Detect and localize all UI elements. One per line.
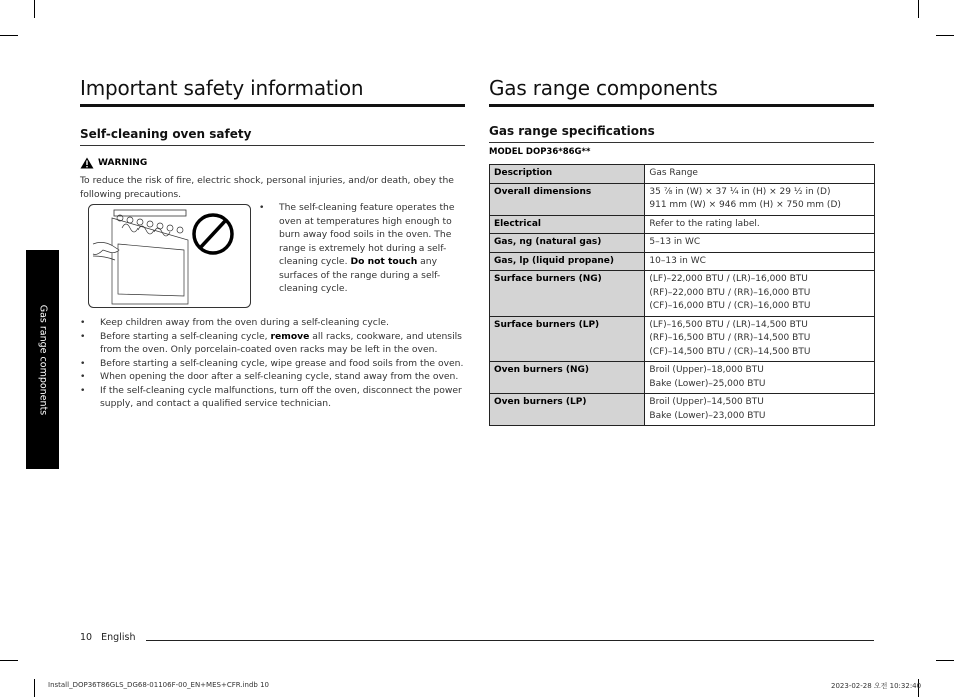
warning-header (80, 156, 147, 170)
crop-mark (918, 0, 919, 18)
title-rule (80, 104, 465, 107)
right-page-title: Gas range components (489, 76, 718, 100)
section-rule (489, 142, 874, 143)
list-item: • If the self-cleaning cycle malfunctions, turn off the oven, disconnect the power supply, and contact a qualified service technician. (80, 384, 465, 411)
section-title-self-cleaning: Self-cleaning oven safety (80, 127, 252, 141)
model-label: MODEL DOP36*86G** (489, 147, 591, 157)
section-title-specifications: Gas range specifications (489, 124, 655, 138)
crop-mark (936, 35, 954, 36)
self-cleaning-illustration (88, 204, 251, 308)
table-row: Surface burners (LP) (LF)–16,500 BTU / (LR)–14,500 BTU (RF)–16,500 BTU / (RR)–14,500 BTU (CF)–14,500 BTU / (CR)–14,500 BTU (490, 316, 875, 362)
table-row: Gas, ng (natural gas) 5–13 in WC (490, 234, 875, 253)
precautions-list (80, 316, 465, 411)
table-row: Electrical Refer to the rating label. (490, 215, 875, 234)
spec-table (489, 164, 875, 426)
table-row: Oven burners (NG) Broil (Upper)–18,000 BTU Bake (Lower)–25,000 BTU (490, 362, 875, 394)
page-language: English (101, 632, 136, 643)
illustration-bullet-list (259, 201, 459, 296)
side-tab-label: Gas range components (37, 304, 48, 415)
crop-mark (34, 679, 35, 697)
left-page-title: Important safety information (80, 76, 364, 100)
list-item: • When opening the door after a self-cleaning cycle, stand away from the oven. (80, 370, 465, 384)
print-date-info: 2023-02-28 오전 10:32:40 (831, 682, 922, 690)
crop-mark (34, 0, 35, 18)
table-row: Surface burners (NG) (LF)–22,000 BTU / (LR)–16,000 BTU (RF)–22,000 BTU / (RR)–16,000 BTU (CF)–16,000 BTU / (CR)–16,000 BTU (490, 271, 875, 317)
page-number-label (80, 632, 135, 643)
crop-mark (0, 35, 18, 36)
footer-rule (146, 640, 874, 641)
title-rule (489, 104, 874, 107)
warning-intro: To reduce the risk of fire, electric shock, personal injuries, and/or death, obey the following precautions. (80, 175, 454, 200)
warning-label: WARNING (98, 158, 148, 168)
table-row: Oven burners (LP) Broil (Upper)–14,500 BTU Bake (Lower)–23,000 BTU (490, 394, 875, 426)
list-item: • Before starting a self-cleaning cycle, remove all racks, cookware, and utensils from the oven. Only porcelain-coated oven racks may be left in the oven. (80, 330, 465, 357)
side-section-tab (26, 250, 59, 469)
crop-mark (0, 660, 18, 661)
print-file-info: Install_DOP36T86GLS_DG68-01106F-00_EN+MES+CFR.indb 10 (48, 681, 269, 689)
table-row: Gas, lp (liquid propane) 10–13 in WC (490, 252, 875, 271)
table-row: Description Gas Range (490, 165, 875, 184)
section-rule (80, 145, 465, 146)
crop-mark (936, 660, 954, 661)
list-item: • Keep children away from the oven during a self-cleaning cycle. (80, 316, 465, 330)
page-number: 10 (80, 632, 93, 643)
list-item: • Before starting a self-cleaning cycle, wipe grease and food soils from the oven. (80, 357, 465, 371)
table-row: Overall dimensions 35 ⅞ in (W) × 37 ¼ in (H) × 29 ½ in (D) 911 mm (W) × 946 mm (H) × 750 mm (D) (490, 183, 875, 215)
list-item: • The self-cleaning feature operates the oven at temperatures high enough to burn away food soils in the oven. The range is extremely hot during a self-cleaning cycle. Do not touch any surfaces of the range during a self-cleaning cycle. (259, 201, 459, 296)
warning-triangle-icon (80, 157, 94, 169)
